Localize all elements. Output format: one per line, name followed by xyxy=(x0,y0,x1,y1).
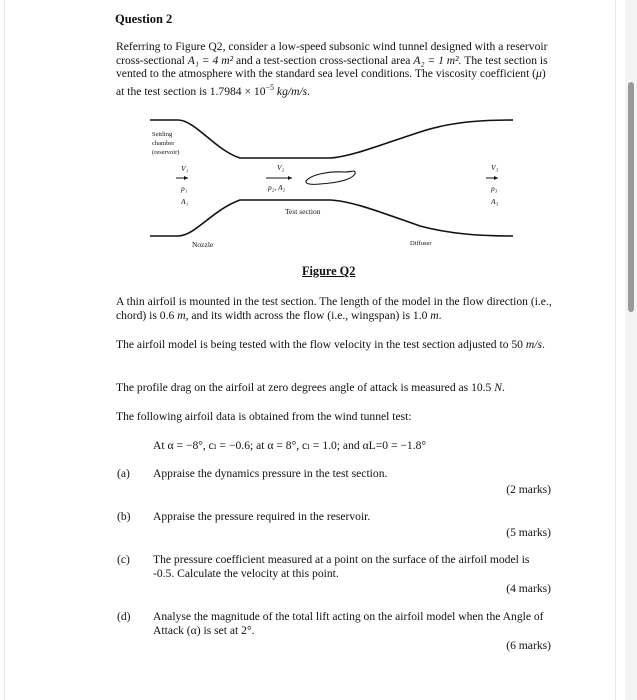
velocity-paragraph: The airfoil model is being tested with the flow velocity in the test section adjusted to 50 m/s. xyxy=(116,338,545,351)
p1-label: p₁ xyxy=(181,184,188,193)
question-b-label: (b) xyxy=(117,510,131,523)
question-c-label: (c) xyxy=(117,553,130,566)
v2-arrowhead xyxy=(288,176,292,180)
drag-paragraph: The profile drag on the airfoil at zero degrees angle of attack is measured as 10.5 N. xyxy=(116,381,505,394)
question-a-marks: (2 marks) xyxy=(506,483,551,496)
question-c-text: The pressure coefficient measured at a point on the surface of the airfoil model is -0.5. Calculate the velocity at this point. xyxy=(153,553,530,580)
question-a-text: Appraise the dynamics pressure in the test section. xyxy=(153,467,388,480)
v3-label: V₃ xyxy=(491,163,499,172)
diffuser-label: Diffuser xyxy=(410,240,432,247)
settling-chamber-label-2: chamber xyxy=(152,140,175,147)
v2-label: V₂ xyxy=(277,163,285,172)
airfoil-paragraph: A thin airfoil is mounted in the test section. The length of the model in the flow direction (i.e., chord) is 0.6 m, and its width across the flow (i.e., wingspan) is 1.0 m. xyxy=(116,295,552,322)
question-heading: Question 2 xyxy=(115,12,173,26)
v3-arrowhead xyxy=(494,176,498,180)
test-section-label: Test section xyxy=(285,207,321,216)
v1-arrowhead xyxy=(184,176,188,180)
question-d-text: Analyse the magnitude of the total lift acting on the airfoil model when the Angle of Attack (α) is set at 2°. xyxy=(153,610,544,637)
tunnel-lower-wall xyxy=(150,200,513,236)
tunnel-upper-wall xyxy=(150,120,513,158)
settling-chamber-label: Settling xyxy=(152,131,173,138)
p3-label: p₃ xyxy=(491,184,498,193)
v1-label: V₁ xyxy=(181,164,189,173)
question-d-marks: (6 marks) xyxy=(506,639,551,652)
data-intro-paragraph: The following airfoil data is obtained from the wind tunnel test: xyxy=(116,410,412,423)
p2-a2-label: p₂, A₂ xyxy=(268,183,286,192)
airfoil-data-line: At α = −8°, cₗ = −0.6; at α = 8°, cₗ = 1.0; and αL=0 = −1.8° xyxy=(153,439,427,452)
a3-label: A₃ xyxy=(491,197,499,206)
nozzle-label: Nozzle xyxy=(192,240,214,249)
figure-caption: Figure Q2 xyxy=(302,264,356,278)
question-c-marks: (4 marks) xyxy=(506,582,551,595)
question-b-text: Appraise the pressure required in the reservoir. xyxy=(153,510,371,523)
question-a-label: (a) xyxy=(117,467,130,480)
question-d-label: (d) xyxy=(117,610,131,623)
settling-chamber-label-3: (reservoir) xyxy=(152,149,180,156)
question-b-marks: (5 marks) xyxy=(506,526,551,539)
airfoil-model-icon xyxy=(306,171,355,184)
intro-paragraph: Referring to Figure Q2, consider a low-speed subsonic wind tunnel designed with a reservoir cross-sectional A₁ = 4 m² and a test-section cross-sectional area A₂ = 1 m². The test section is vented to the atmosphere with the standard sea level conditions. The viscosity coefficient (μ) at the test section is $1.7984 \times 10^{-5}$ kg/m/s. xyxy=(116,40,548,98)
a1-label: A₁ xyxy=(181,197,189,206)
